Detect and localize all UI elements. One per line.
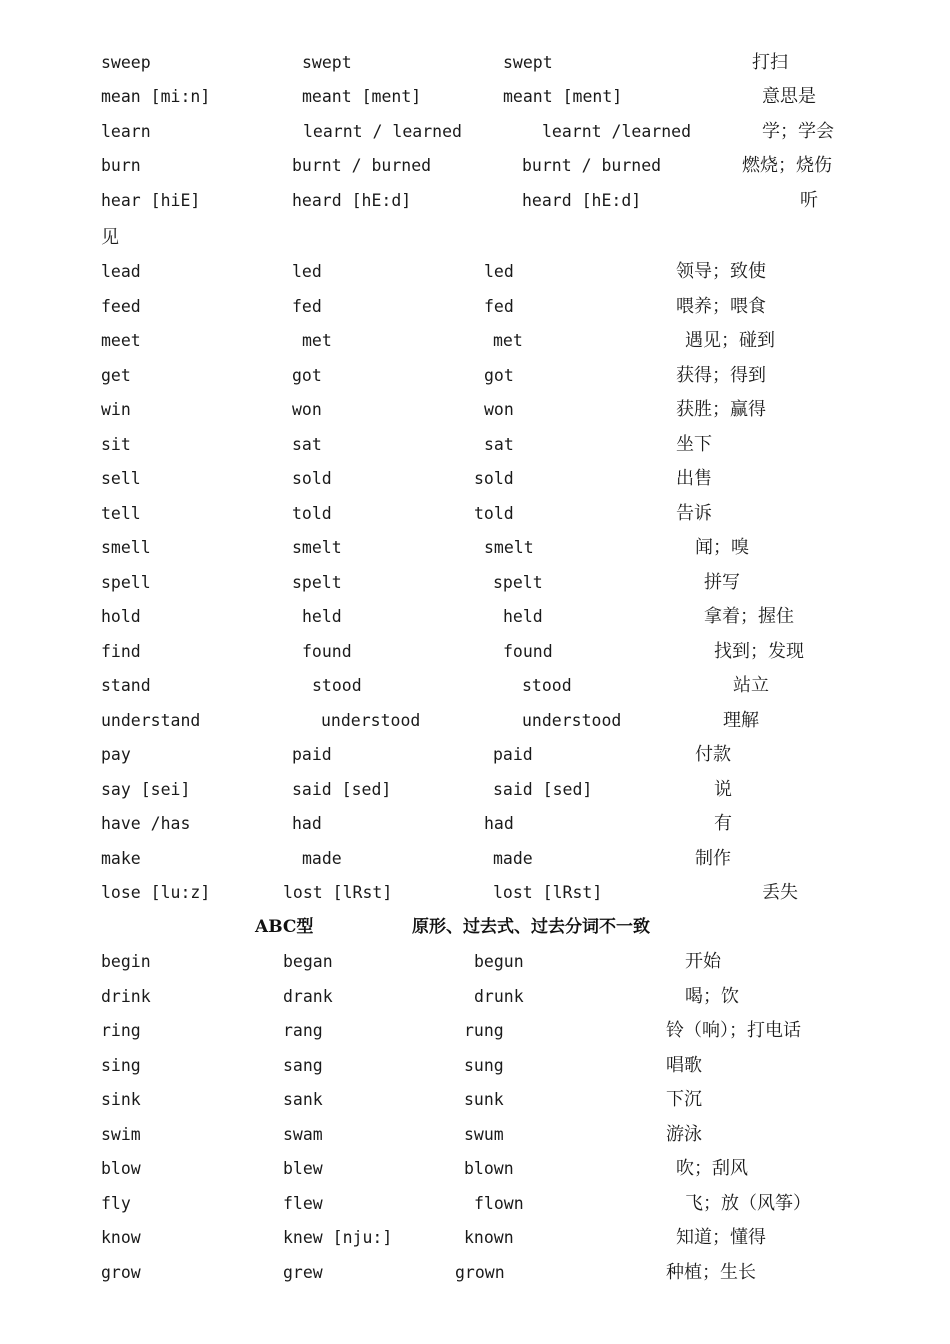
past-tense-cell: found	[302, 642, 352, 661]
past-participle-cell: burnt / burned	[522, 156, 662, 175]
meaning-cell: 理解	[723, 710, 759, 731]
base-form-cell: begin	[101, 952, 151, 971]
verb-row	[0, 1049, 950, 1083]
meaning-cell: 丢失	[762, 882, 798, 903]
base-form-cell: 见	[101, 227, 119, 248]
base-form-cell: spell	[101, 573, 151, 592]
section-heading	[0, 910, 950, 944]
past-participle-cell: meant [ment]	[503, 87, 623, 106]
meaning-cell: 付款	[695, 744, 731, 765]
past-participle-cell: lost [lRst]	[493, 883, 603, 902]
verb-row	[0, 945, 950, 979]
base-form-cell: pay	[101, 745, 131, 764]
past-tense-cell: said [sed]	[292, 780, 392, 799]
verb-row	[0, 1221, 950, 1255]
verb-row	[0, 635, 950, 669]
verb-row	[0, 980, 950, 1014]
base-form-cell: hold	[101, 607, 141, 626]
verb-row	[0, 738, 950, 772]
past-tense-cell: swam	[283, 1125, 323, 1144]
past-tense-cell: told	[292, 504, 332, 523]
meaning-cell: 意思是	[762, 86, 816, 107]
past-participle-cell: held	[503, 607, 543, 626]
base-form-cell: win	[101, 400, 131, 419]
past-participle-cell: stood	[522, 676, 572, 695]
past-participle-cell: sat	[484, 435, 514, 454]
meaning-cell: 打扫	[752, 52, 788, 73]
meaning-cell: 出售	[676, 468, 712, 489]
past-tense-cell: met	[302, 331, 332, 350]
past-participle-cell: swept	[503, 53, 553, 72]
past-tense-cell: blew	[283, 1159, 323, 1178]
meaning-cell: 遇见；碰到	[685, 330, 775, 351]
meaning-cell: 领导；致使	[676, 261, 766, 282]
past-tense-cell: understood	[321, 711, 421, 730]
verb-row	[0, 184, 950, 218]
meaning-cell: 喝；饮	[685, 986, 739, 1007]
meaning-cell: 说	[714, 779, 732, 800]
past-participle-cell: found	[503, 642, 553, 661]
past-tense-cell: lost [lRst]	[283, 883, 393, 902]
past-tense-cell: heard [hE:d]	[292, 191, 412, 210]
verb-row	[0, 669, 950, 703]
past-tense-cell: meant [ment]	[302, 87, 422, 106]
base-form-cell: sit	[101, 435, 131, 454]
meaning-cell: 坐下	[676, 434, 712, 455]
meaning-cell: 游泳	[666, 1124, 702, 1145]
meaning-cell: 喂养；喂食	[676, 296, 766, 317]
base-form-cell: meet	[101, 331, 141, 350]
past-tense-cell: sang	[283, 1056, 323, 1075]
base-form-cell: tell	[101, 504, 141, 523]
verb-row	[0, 1118, 950, 1152]
past-tense-cell: won	[292, 400, 322, 419]
past-tense-cell: swept	[302, 53, 352, 72]
base-form-cell: get	[101, 366, 131, 385]
meaning-cell: 拿着；握住	[704, 606, 794, 627]
past-tense-cell: sank	[283, 1090, 323, 1109]
past-participle-cell: blown	[464, 1159, 514, 1178]
section-type-label: ABC型	[255, 917, 314, 937]
past-participle-cell: smelt	[484, 538, 534, 557]
verb-row	[0, 1083, 950, 1117]
verb-row	[0, 1187, 950, 1221]
verb-row	[0, 290, 950, 324]
past-participle-cell: said [sed]	[493, 780, 593, 799]
base-form-cell: sell	[101, 469, 141, 488]
past-participle-cell: had	[484, 814, 514, 833]
past-tense-cell: knew [nju:]	[283, 1228, 393, 1247]
section-description: 原形、过去式、过去分词不一致	[412, 917, 650, 937]
meaning-cell: 获得；得到	[676, 365, 766, 386]
verb-row	[0, 566, 950, 600]
past-tense-cell: flew	[283, 1194, 323, 1213]
past-participle-cell: led	[484, 262, 514, 281]
past-tense-cell: drank	[283, 987, 333, 1006]
verb-row	[0, 1256, 950, 1290]
past-participle-cell: got	[484, 366, 514, 385]
past-participle-cell: spelt	[493, 573, 543, 592]
base-form-cell: say [sei]	[101, 780, 191, 799]
meaning-cell: 有	[714, 813, 732, 834]
past-tense-cell: began	[283, 952, 333, 971]
meaning-cell: 下沉	[666, 1089, 702, 1110]
verb-row	[0, 807, 950, 841]
base-form-cell: lead	[101, 262, 141, 281]
meaning-cell: 听	[800, 190, 818, 211]
past-tense-cell: led	[292, 262, 322, 281]
base-form-cell: mean [mi:n]	[101, 87, 211, 106]
base-form-cell: sweep	[101, 53, 151, 72]
verb-row	[0, 221, 950, 255]
base-form-cell: find	[101, 642, 141, 661]
past-tense-cell: grew	[283, 1263, 323, 1282]
past-participle-cell: heard [hE:d]	[522, 191, 642, 210]
base-form-cell: make	[101, 849, 141, 868]
past-participle-cell: swum	[464, 1125, 504, 1144]
base-form-cell: stand	[101, 676, 151, 695]
past-tense-cell: had	[292, 814, 322, 833]
past-participle-cell: met	[493, 331, 523, 350]
verb-row	[0, 428, 950, 462]
meaning-cell: 开始	[685, 951, 721, 972]
past-participle-cell: drunk	[474, 987, 524, 1006]
verb-row	[0, 359, 950, 393]
past-tense-cell: burnt / burned	[292, 156, 432, 175]
past-participle-cell: sold	[474, 469, 514, 488]
verb-row	[0, 46, 950, 80]
meaning-cell: 知道；懂得	[676, 1227, 766, 1248]
verb-row	[0, 842, 950, 876]
past-tense-cell: learnt / learned	[303, 122, 462, 141]
meaning-cell: 吹；刮风	[676, 1158, 748, 1179]
meaning-cell: 唱歌	[666, 1055, 702, 1076]
base-form-cell: know	[101, 1228, 141, 1247]
past-tense-cell: stood	[312, 676, 362, 695]
meaning-cell: 种植；生长	[666, 1262, 756, 1283]
past-participle-cell: rung	[464, 1021, 504, 1040]
base-form-cell: burn	[101, 156, 141, 175]
past-tense-cell: got	[292, 366, 322, 385]
past-participle-cell: paid	[493, 745, 533, 764]
verb-row	[0, 1152, 950, 1186]
base-form-cell: hear [hiE]	[101, 191, 201, 210]
meaning-cell: 站立	[733, 675, 769, 696]
past-tense-cell: smelt	[292, 538, 342, 557]
past-tense-cell: paid	[292, 745, 332, 764]
base-form-cell: blow	[101, 1159, 141, 1178]
past-participle-cell: begun	[474, 952, 524, 971]
past-participle-cell: grown	[455, 1263, 505, 1282]
meaning-cell: 飞；放（风筝）	[685, 1193, 811, 1214]
past-participle-cell: made	[493, 849, 533, 868]
past-tense-cell: spelt	[292, 573, 342, 592]
base-form-cell: understand	[101, 711, 201, 730]
meaning-cell: 告诉	[676, 503, 712, 524]
base-form-cell: drink	[101, 987, 151, 1006]
meaning-cell: 制作	[695, 848, 731, 869]
base-form-cell: fly	[101, 1194, 131, 1213]
meaning-cell: 找到；发现	[714, 641, 804, 662]
verb-row	[0, 324, 950, 358]
meaning-cell: 拼写	[704, 572, 740, 593]
base-form-cell: grow	[101, 1263, 141, 1282]
verb-row	[0, 255, 950, 289]
past-tense-cell: rang	[283, 1021, 323, 1040]
base-form-cell: sing	[101, 1056, 141, 1075]
past-participle-cell: won	[484, 400, 514, 419]
past-tense-cell: held	[302, 607, 342, 626]
meaning-cell: 闻；嗅	[695, 537, 749, 558]
past-participle-cell: flown	[474, 1194, 524, 1213]
past-tense-cell: sat	[292, 435, 322, 454]
verb-row	[0, 531, 950, 565]
verb-row	[0, 149, 950, 183]
past-participle-cell: learnt /learned	[542, 122, 692, 141]
base-form-cell: learn	[101, 122, 151, 141]
verb-row	[0, 462, 950, 496]
past-participle-cell: known	[464, 1228, 514, 1247]
verb-row	[0, 600, 950, 634]
verb-row	[0, 393, 950, 427]
base-form-cell: lose [lu:z]	[101, 883, 211, 902]
past-tense-cell: made	[302, 849, 342, 868]
base-form-cell: feed	[101, 297, 141, 316]
past-participle-cell: fed	[484, 297, 514, 316]
verb-row	[0, 497, 950, 531]
past-participle-cell: told	[474, 504, 514, 523]
meaning-cell: 获胜；赢得	[676, 399, 766, 420]
past-participle-cell: understood	[522, 711, 622, 730]
meaning-cell: 铃（响）；打电话	[666, 1020, 801, 1041]
base-form-cell: smell	[101, 538, 151, 557]
verb-row	[0, 876, 950, 910]
past-participle-cell: sunk	[464, 1090, 504, 1109]
meaning-cell: 学；学会	[762, 121, 834, 142]
verb-row	[0, 704, 950, 738]
base-form-cell: have /has	[101, 814, 191, 833]
past-tense-cell: fed	[292, 297, 322, 316]
verb-row	[0, 115, 950, 149]
base-form-cell: sink	[101, 1090, 141, 1109]
verb-row	[0, 80, 950, 114]
base-form-cell: swim	[101, 1125, 141, 1144]
past-participle-cell: sung	[464, 1056, 504, 1075]
past-tense-cell: sold	[292, 469, 332, 488]
verb-row	[0, 773, 950, 807]
meaning-cell: 燃烧；烧伤	[742, 155, 832, 176]
base-form-cell: ring	[101, 1021, 141, 1040]
verb-row	[0, 1014, 950, 1048]
